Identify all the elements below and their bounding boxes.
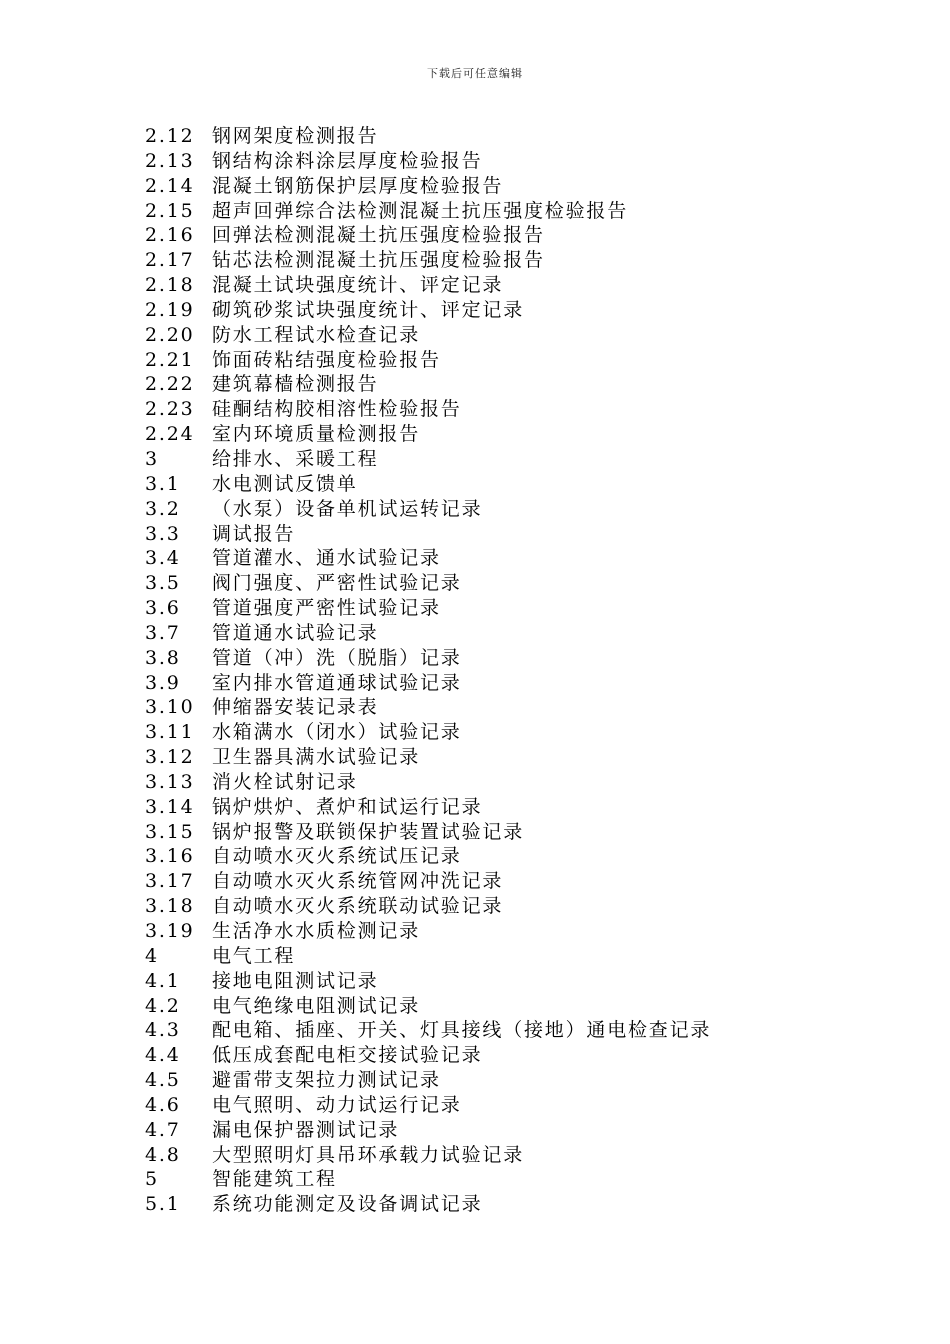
item-title: 锅炉报警及联锁保护装置试验记录: [212, 820, 525, 843]
item-title: 室内环境质量检测报告: [212, 423, 421, 446]
list-item: [145, 348, 925, 373]
document-list: [145, 124, 925, 1217]
list-item: [145, 422, 925, 447]
item-title: 自动喷水灭火系统管网冲洗记录: [212, 870, 504, 893]
item-number: 2.17: [145, 249, 195, 272]
list-item: [145, 944, 925, 969]
item-number: 3.18: [145, 895, 195, 918]
item-number: 3.15: [145, 820, 195, 843]
page-header: 下载后可任意编辑: [427, 67, 523, 80]
list-item: [145, 869, 925, 894]
item-number: 3.16: [145, 845, 195, 868]
item-number: 3.4: [145, 547, 181, 570]
list-item: [145, 646, 925, 671]
list-item: [145, 969, 925, 994]
list-item: [145, 298, 925, 323]
list-item: [145, 397, 925, 422]
list-item: [145, 844, 925, 869]
item-title: 管道通水试验记录: [212, 621, 379, 644]
list-item: [145, 1167, 925, 1192]
item-title: 伸缩器安装记录表: [212, 696, 379, 719]
item-title: 消火栓试射记录: [212, 770, 358, 793]
item-number: 4.2: [145, 994, 181, 1017]
item-number: 2.20: [145, 323, 195, 346]
item-title: 管道灌水、通水试验记录: [212, 547, 441, 570]
item-number: 3.11: [145, 721, 195, 744]
item-number: 5.1: [145, 1193, 181, 1216]
list-item: [145, 447, 925, 472]
list-item: [145, 124, 925, 149]
item-title: 混凝土试块强度统计、评定记录: [212, 274, 504, 297]
item-title: 配电箱、插座、开关、灯具接线（接地）通电检查记录: [212, 1019, 712, 1042]
item-number: 3.3: [145, 522, 181, 545]
item-title: 回弹法检测混凝土抗压强度检验报告: [212, 224, 545, 247]
list-item: [145, 671, 925, 696]
list-item: [145, 273, 925, 298]
item-title: 砌筑砂浆试块强度统计、评定记录: [212, 298, 525, 321]
list-item: [145, 1068, 925, 1093]
item-number: 2.23: [145, 398, 195, 421]
list-item: [145, 795, 925, 820]
list-item: [145, 248, 925, 273]
item-number: 4: [145, 944, 159, 967]
item-title: 钢结构涂料涂层厚度检验报告: [212, 149, 483, 172]
item-number: 2.21: [145, 348, 195, 371]
item-number: 2.18: [145, 274, 195, 297]
item-number: 2.15: [145, 199, 195, 222]
item-title: 硅酮结构胶相溶性检验报告: [212, 398, 462, 421]
item-number: 3.17: [145, 870, 195, 893]
item-number: 3.12: [145, 746, 195, 769]
item-title: 自动喷水灭火系统试压记录: [212, 845, 462, 868]
item-title: 漏电保护器测试记录: [212, 1118, 400, 1141]
item-title: 饰面砖粘结强度检验报告: [212, 348, 441, 371]
item-number: 4.3: [145, 1019, 181, 1042]
item-number: 3.19: [145, 920, 195, 942]
list-item: [145, 1093, 925, 1118]
item-number: 3.7: [145, 621, 181, 644]
item-title: 避雷带支架拉力测试记录: [212, 1069, 441, 1092]
item-title: 生活净水水质检测记录: [212, 920, 421, 942]
item-title: 低压成套配电柜交接试验记录: [212, 1044, 483, 1067]
list-item: [145, 994, 925, 1019]
item-title: 卫生器具满水试验记录: [212, 746, 421, 769]
item-number: 3.10: [145, 696, 195, 719]
item-title: 防水工程试水检查记录: [212, 323, 421, 346]
list-item: [145, 1192, 925, 1217]
item-title: 钻芯法检测混凝土抗压强度检验报告: [212, 249, 545, 272]
item-title: 管道（冲）洗（脱脂）记录: [212, 646, 462, 669]
list-item: [145, 820, 925, 845]
item-number: 4.8: [145, 1143, 181, 1166]
item-number: 4.1: [145, 969, 181, 992]
item-title: 超声回弹综合法检测混凝土抗压强度检验报告: [212, 199, 629, 222]
list-item: [145, 522, 925, 547]
list-item: [145, 472, 925, 497]
item-title: 锅炉烘炉、煮炉和试运行记录: [212, 795, 483, 818]
item-number: 4.7: [145, 1118, 181, 1141]
item-title: 水电测试反馈单: [212, 472, 358, 495]
item-number: 4.4: [145, 1044, 181, 1067]
item-title: （水泵）设备单机试运转记录: [212, 497, 483, 520]
item-number: 2.19: [145, 298, 195, 321]
item-number: 3.8: [145, 646, 181, 669]
item-number: 2.13: [145, 149, 195, 172]
item-title: 大型照明灯具吊环承载力试验记录: [212, 1143, 525, 1166]
list-item: [145, 894, 925, 919]
item-title: 电气照明、动力试运行记录: [212, 1093, 462, 1116]
list-item: [145, 323, 925, 348]
list-item: [145, 720, 925, 745]
item-number: 3.1: [145, 472, 181, 495]
list-item: [145, 1143, 925, 1168]
item-title: 调试报告: [212, 522, 296, 545]
list-item: [145, 919, 925, 944]
item-number: 3.2: [145, 497, 181, 520]
item-title: 自动喷水灭火系统联动试验记录: [212, 895, 504, 918]
item-number: 2.22: [145, 373, 195, 396]
item-title: 系统功能测定及设备调试记录: [212, 1193, 483, 1216]
item-title: 接地电阻测试记录: [212, 969, 379, 992]
list-item: [145, 546, 925, 571]
list-item: [145, 174, 925, 199]
list-item: [145, 596, 925, 621]
list-item: [145, 695, 925, 720]
item-title: 建筑幕樯检测报告: [212, 373, 379, 396]
item-title: 钢网架度检测报告: [212, 125, 379, 147]
list-item: [145, 149, 925, 174]
item-title: 电气工程: [212, 944, 296, 967]
item-number: 3.14: [145, 795, 195, 818]
item-title: 混凝土钢筋保护层厚度检验报告: [212, 174, 504, 197]
item-number: 3.9: [145, 671, 181, 694]
item-title: 智能建筑工程: [212, 1168, 337, 1191]
item-number: 4.5: [145, 1069, 181, 1092]
list-item: [145, 199, 925, 224]
item-number: 2.14: [145, 174, 195, 197]
item-number: 2.12: [145, 125, 195, 147]
list-item: [145, 497, 925, 522]
item-number: 2.16: [145, 224, 195, 247]
item-number: 3: [145, 447, 159, 470]
item-number: 4.6: [145, 1093, 181, 1116]
item-title: 室内排水管道通球试验记录: [212, 671, 462, 694]
list-item: [145, 1043, 925, 1068]
list-item: [145, 1118, 925, 1143]
item-title: 电气绝缘电阻测试记录: [212, 994, 421, 1017]
item-number: 3.6: [145, 597, 181, 620]
item-title: 给排水、采暖工程: [212, 447, 379, 470]
item-number: 2.24: [145, 423, 195, 446]
list-item: [145, 621, 925, 646]
list-item: [145, 745, 925, 770]
list-item: [145, 223, 925, 248]
item-number: 5: [145, 1168, 159, 1191]
item-number: 3.13: [145, 770, 195, 793]
list-item: [145, 770, 925, 795]
list-item: [145, 571, 925, 596]
list-item: [145, 372, 925, 397]
item-number: 3.5: [145, 572, 181, 595]
item-title: 阀门强度、严密性试验记录: [212, 572, 462, 595]
item-title: 管道强度严密性试验记录: [212, 597, 441, 620]
item-title: 水箱满水（闭水）试验记录: [212, 721, 462, 744]
list-item: [145, 1018, 925, 1043]
